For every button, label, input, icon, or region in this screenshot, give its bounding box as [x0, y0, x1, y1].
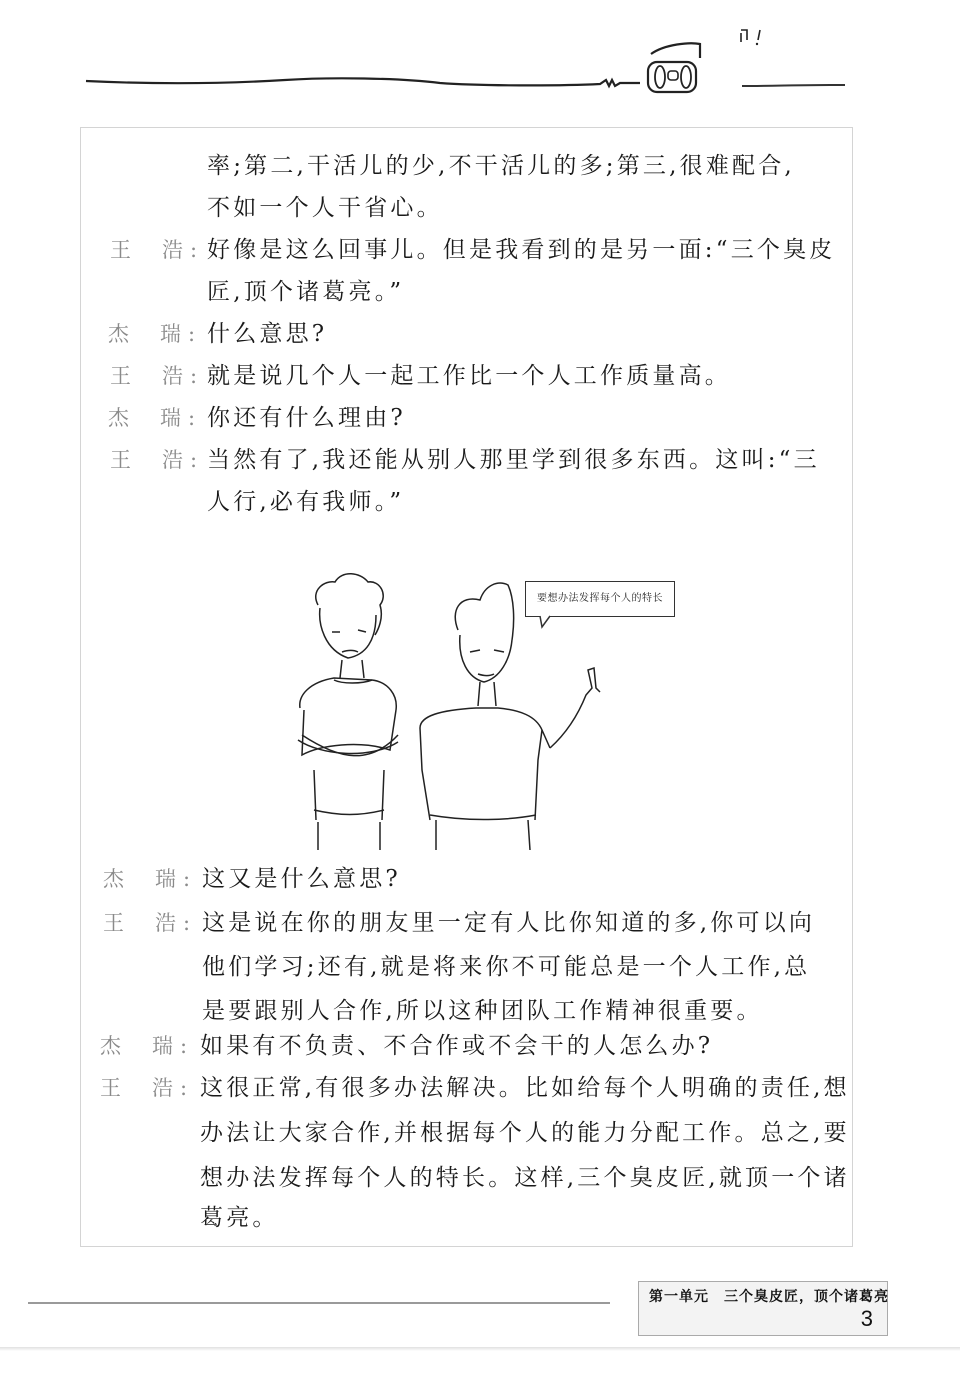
dialogue-text: 率;第二,干活儿的少,不干活儿的多;第三,很难配合, — [207, 153, 795, 179]
dialogue-text: 匠,顶个诸葛亮。” — [207, 279, 405, 305]
page-edge-shadow — [0, 1347, 960, 1351]
dialogue-text: 办法让大家合作,并根据每个人的能力分配工作。总之,要 — [200, 1120, 850, 1146]
dialogue-line: 杰 瑞 : 什么意思? — [0, 313, 860, 355]
dialogue-line: 王 浩 : 就是说几个人一起工作比一个人工作质量高。 — [0, 355, 860, 397]
dialogue-text: 这很正常,有很多办法解决。比如给每个人明确的责任,想 — [200, 1075, 850, 1101]
dialogue-text: 什么意思? — [207, 321, 328, 347]
speech-bubble-tail-icon — [538, 615, 552, 629]
dialogue-line — [0, 1157, 860, 1199]
dialogue-text: 好像是这么回事儿。但是我看到的是另一面:“三个臭皮 — [207, 237, 836, 263]
dialogue-line — [0, 1112, 860, 1154]
dialogue-line — [0, 1197, 860, 1239]
boy-arms-crossed-figure — [298, 574, 398, 850]
dialogue-line: 杰 瑞 : 你还有什么理由? — [0, 397, 860, 439]
dialogue-line: 王 浩 : 当然有了,我还能从别人那里学到很多东西。这叫:“三 — [0, 439, 860, 481]
dialogue-text: 想办法发挥每个人的特长。这样,三个臭皮匠,就顶一个诸 — [200, 1165, 850, 1191]
dialogue-text: 就是说几个人一起工作比一个人工作质量高。 — [207, 363, 731, 389]
footer-unit-box — [638, 1281, 888, 1336]
dialogue-text: 这是说在你的朋友里一定有人比你知道的多,你可以向 — [202, 910, 816, 936]
dialogue-line: 王 浩 : 这很正常,有很多办法解决。比如给每个人明确的责任,想 — [0, 1067, 860, 1109]
dialogue-line — [0, 946, 860, 988]
dialogue-text: 他们学习;还有,就是将来你不可能总是一个人工作,总 — [202, 954, 811, 980]
dialogue-text: 不如一个人干省心。 — [207, 195, 443, 221]
dialogue-text: 如果有不负责、不合作或不会干的人怎么办? — [200, 1033, 714, 1059]
boy-pointing-figure — [420, 583, 600, 850]
dialogue-text: 你还有什么理由? — [207, 405, 406, 431]
dialogue-text: 是要跟别人合作,所以这种团队工作精神很重要。 — [202, 998, 763, 1024]
dialogue-text: 人行,必有我师。” — [207, 489, 405, 515]
dialogue-line: 王 浩 : 好像是这么回事儿。但是我看到的是另一面:“三个臭皮 — [0, 229, 860, 271]
page-number: 3 — [860, 1306, 873, 1331]
unit-header: 第一单元 三个臭皮匠，顶个诸葛亮 — [649, 1289, 889, 1305]
speech-bubble: 要想办法发挥每个人的特长 — [525, 581, 675, 617]
dialogue-text: 当然有了,我还能从别人那里学到很多东西。这叫:“三 — [207, 447, 820, 473]
dialogue-line — [0, 187, 860, 229]
dialogue-line — [0, 271, 860, 313]
dialogue-line: 王 浩 : 这是说在你的朋友里一定有人比你知道的多,你可以向 — [0, 902, 860, 944]
dialogue-line: 杰 瑞 : 这又是什么意思? — [0, 858, 860, 900]
dialogue-line — [0, 145, 860, 187]
dialogue-line — [0, 481, 860, 523]
dialogue-text: 葛亮。 — [200, 1205, 279, 1231]
dialogue-line: 杰 瑞 : 如果有不负责、不合作或不会干的人怎么办? — [0, 1025, 860, 1067]
footer-rule — [28, 1302, 610, 1304]
header-doodle-radio — [0, 0, 960, 120]
dialogue-text: 这又是什么意思? — [202, 866, 401, 892]
